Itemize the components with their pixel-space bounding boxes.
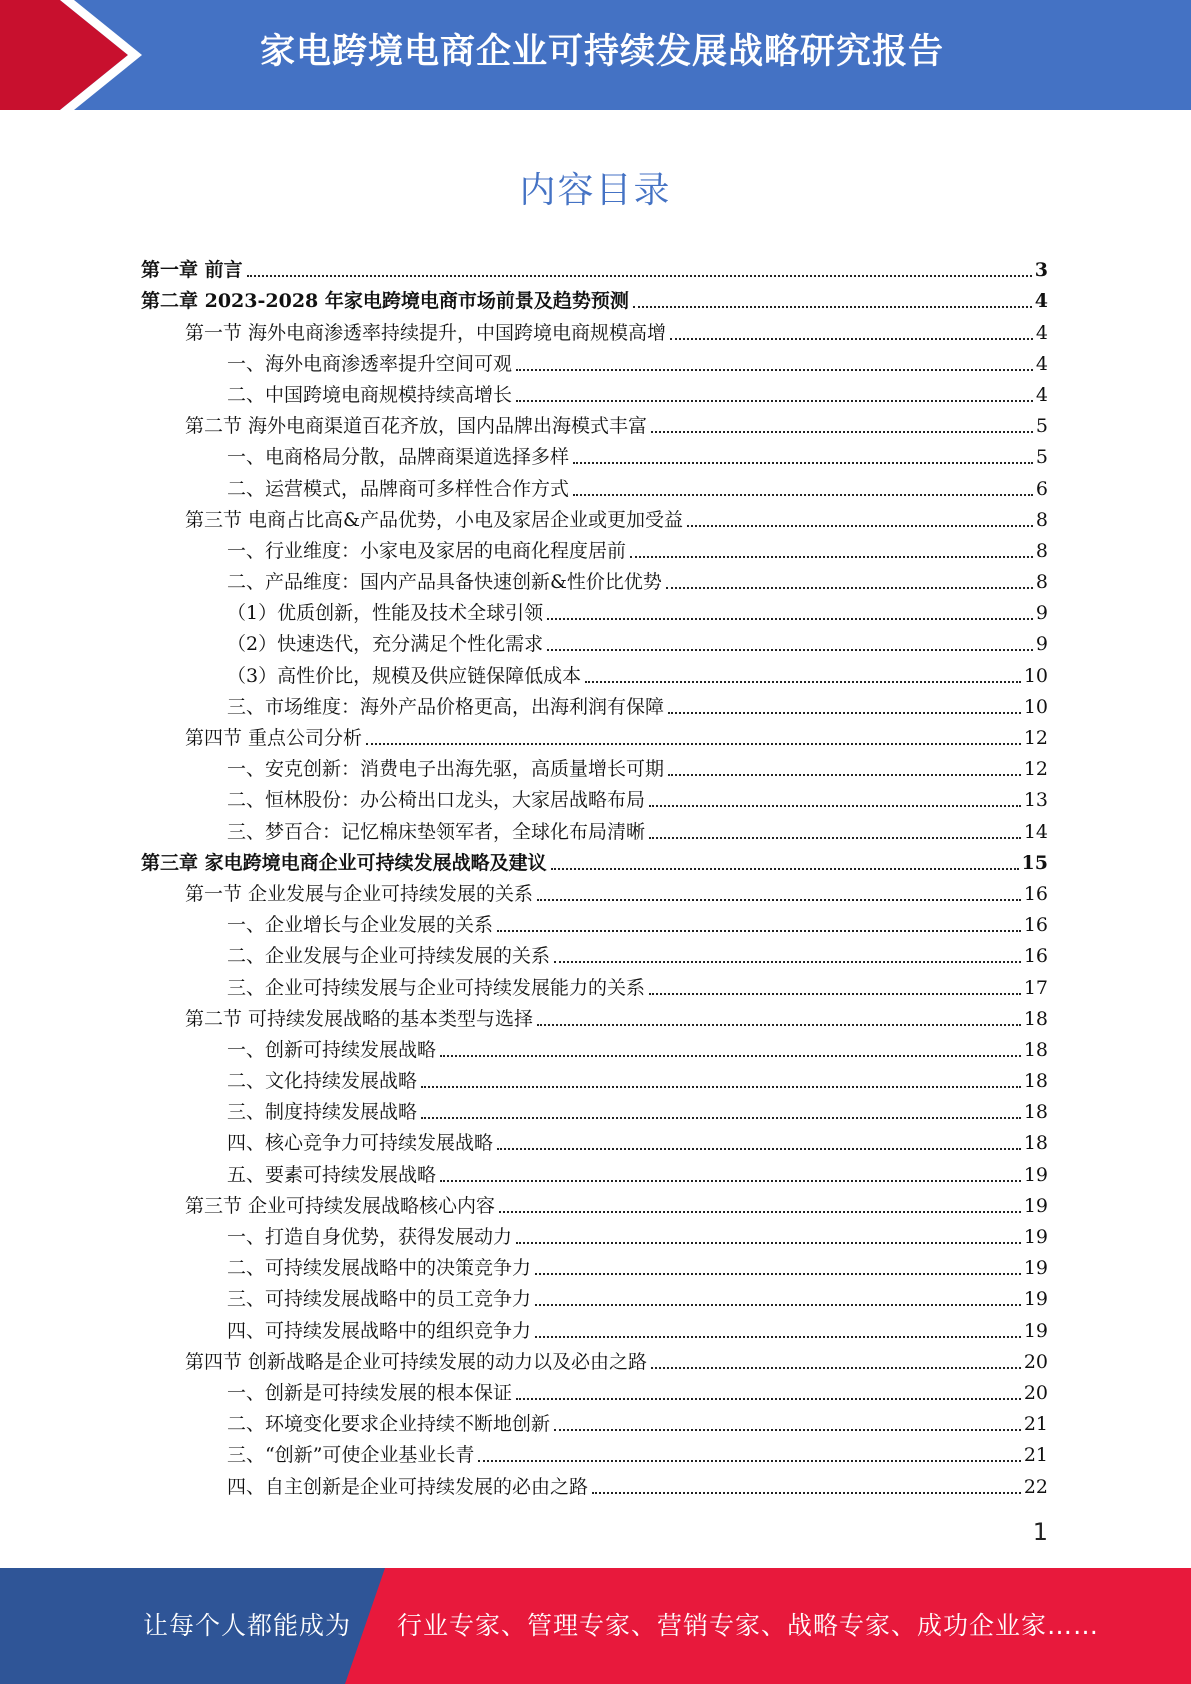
toc-entry-page: 4 <box>1034 290 1048 313</box>
toc-entry-label: 二、可持续发展战略中的决策竞争力 <box>227 1257 532 1280</box>
toc-entry-label: 四、自主创新是企业可持续发展的必由之路 <box>227 1475 589 1498</box>
toc-entry[interactable] <box>141 1033 1048 1064</box>
toc-entry-label: 一、行业维度：小家电及家居的电商化程度居前 <box>227 539 627 562</box>
toc-entry-label: 三、市场维度：海外产品价格更高，出海利润有保障 <box>227 695 665 718</box>
toc-entry-label: 一、海外电商渗透率提升空间可观 <box>227 352 513 375</box>
toc-entry-page: 8 <box>1035 539 1048 562</box>
toc-entry[interactable] <box>141 721 1048 752</box>
toc-entry[interactable] <box>141 471 1048 502</box>
toc-dot-leader <box>537 1024 1021 1026</box>
toc-entry[interactable] <box>141 1064 1048 1095</box>
toc-entry[interactable] <box>141 347 1048 378</box>
toc-entry-page: 22 <box>1023 1475 1048 1498</box>
toc-entry[interactable] <box>141 378 1048 409</box>
toc-dot-leader <box>573 462 1033 464</box>
toc-entry-page: 6 <box>1035 477 1048 500</box>
toc-entry-page: 18 <box>1023 1101 1048 1124</box>
toc-entry[interactable] <box>141 846 1048 877</box>
toc-dot-leader <box>573 494 1033 496</box>
toc-entry-page: 4 <box>1035 352 1048 375</box>
toc-dot-leader <box>421 1117 1021 1119</box>
toc-dot-leader <box>516 369 1033 371</box>
toc-entry-page: 18 <box>1023 1132 1048 1155</box>
toc-entry[interactable] <box>141 1189 1048 1220</box>
toc-entry[interactable] <box>141 908 1048 939</box>
toc-entry-page: 5 <box>1035 415 1048 438</box>
chevron-arrow-icon <box>0 0 160 110</box>
toc-entry-label: 一、创新可持续发展战略 <box>227 1038 437 1061</box>
toc-dot-leader <box>630 556 1033 558</box>
toc-entry[interactable] <box>141 1407 1048 1438</box>
toc-entry[interactable] <box>141 409 1048 440</box>
toc-entry[interactable] <box>141 877 1048 908</box>
toc-entry-page: 5 <box>1035 446 1048 469</box>
toc-dot-leader <box>668 712 1021 714</box>
toc-entry-label: 第三节 电商占比高&产品优势，小电及家居企业或更加受益 <box>185 508 683 531</box>
toc-dot-leader <box>649 837 1021 839</box>
toc-dot-leader <box>499 1211 1021 1213</box>
toc-entry[interactable] <box>141 814 1048 845</box>
report-title: 家电跨境电商企业可持续发展战略研究报告 <box>260 32 945 72</box>
toc-entry-page: 12 <box>1023 727 1048 749</box>
toc-dot-leader <box>585 681 1021 683</box>
toc-entry[interactable] <box>141 1345 1048 1376</box>
toc-entry-page: 21 <box>1023 1444 1048 1467</box>
toc-entry[interactable] <box>141 1251 1048 1282</box>
toc-entry-page: 9 <box>1035 633 1048 656</box>
toc-dot-leader <box>478 1460 1020 1462</box>
toc-entry-page: 16 <box>1023 882 1048 905</box>
toc-entry-label: 一、创新是可持续发展的根本保证 <box>227 1381 513 1404</box>
toc-entry-page: 4 <box>1035 383 1048 406</box>
toc-entry-page: 18 <box>1023 1038 1048 1061</box>
toc-entry-label: （1）优质创新，性能及技术全球引领 <box>227 602 544 625</box>
toc-entry-page: 19 <box>1023 1163 1048 1186</box>
toc-entry-label: 第三章 家电跨境电商企业可持续发展战略及建议 <box>141 851 547 874</box>
toc-dot-leader <box>366 743 1021 745</box>
toc-entry-label: 第二章 2023-2028 年家电跨境电商市场前景及趋势预测 <box>141 290 629 313</box>
toc-entry-page: 8 <box>1035 571 1048 594</box>
toc-entry-page: 19 <box>1023 1226 1048 1248</box>
toc-entry-label: 一、打造自身优势，获得发展动力 <box>227 1226 513 1248</box>
toc-entry-page: 19 <box>1023 1194 1048 1217</box>
toc-entry-page: 12 <box>1023 758 1048 781</box>
toc-entry-label: 三、“创新”可使企业基业长青 <box>227 1444 475 1467</box>
toc-entry[interactable] <box>141 1469 1048 1500</box>
toc-entry-page: 18 <box>1023 1070 1048 1093</box>
toc-dot-leader <box>247 275 1032 277</box>
toc-dot-leader <box>551 868 1019 870</box>
toc-entry[interactable] <box>141 440 1048 471</box>
toc-dot-leader <box>554 961 1021 963</box>
toc-entry-label: （2）快速迭代，充分满足个性化需求 <box>227 633 544 656</box>
toc-entry[interactable] <box>141 1282 1048 1313</box>
toc-dot-leader <box>666 587 1033 589</box>
toc-entry-label: 第三节 企业可持续发展战略核心内容 <box>185 1194 496 1217</box>
toc-dot-leader <box>649 805 1021 807</box>
toc-dot-leader <box>547 649 1033 651</box>
toc-dot-leader <box>516 1398 1021 1400</box>
toc-dot-leader <box>651 431 1033 433</box>
toc-entry[interactable] <box>141 690 1048 721</box>
toc-dot-leader <box>633 306 1032 308</box>
toc-entry-label: 一、企业增长与企业发展的关系 <box>227 914 494 937</box>
toc-entry[interactable] <box>141 1126 1048 1157</box>
toc-entry-page: 19 <box>1023 1319 1048 1342</box>
toc-dot-leader <box>421 1086 1021 1088</box>
toc-entry-label: 第二节 可持续发展战略的基本类型与选择 <box>185 1007 534 1030</box>
toc-entry-page: 19 <box>1023 1257 1048 1280</box>
toc-dot-leader <box>649 993 1021 995</box>
toc-entry-page: 9 <box>1035 602 1048 625</box>
toc-entry[interactable] <box>141 1095 1048 1126</box>
toc-dot-leader <box>554 1429 1021 1431</box>
toc-entry-label: 一、安克创新：消费电子出海先驱，高质量增长可期 <box>227 758 665 781</box>
toc-entry-label: 三、制度持续发展战略 <box>227 1101 418 1124</box>
toc-entry-page: 15 <box>1021 851 1048 874</box>
toc-entry[interactable] <box>141 1438 1048 1469</box>
toc-entry[interactable] <box>141 1002 1048 1033</box>
toc-dot-leader <box>670 338 1033 340</box>
toc-entry-page: 3 <box>1034 259 1048 282</box>
toc-entry-label: 二、产品维度：国内产品具备快速创新&性价比优势 <box>227 571 662 594</box>
toc-entry-label: 四、核心竞争力可持续发展战略 <box>227 1132 494 1155</box>
toc-title: 内容目录 <box>519 170 672 211</box>
toc-entry[interactable] <box>141 658 1048 689</box>
toc-entry[interactable] <box>141 534 1048 565</box>
toc-entry-page: 21 <box>1023 1413 1048 1436</box>
toc-entry-page: 20 <box>1023 1381 1048 1404</box>
toc-entry-label: 三、可持续发展战略中的员工竞争力 <box>227 1288 532 1311</box>
toc-dot-leader <box>516 400 1033 402</box>
toc-entry-page: 8 <box>1035 508 1048 531</box>
table-of-contents <box>141 253 1048 1501</box>
toc-entry-page: 13 <box>1023 789 1048 812</box>
toc-entry-label: 二、环境变化要求企业持续不断地创新 <box>227 1413 551 1436</box>
toc-entry-label: 二、恒林股份：办公椅出口龙头，大家居战略布局 <box>227 789 646 812</box>
toc-entry[interactable] <box>141 596 1048 627</box>
toc-entry[interactable] <box>141 1313 1048 1344</box>
toc-entry-label: 二、中国跨境电商规模持续高增长 <box>227 383 513 406</box>
toc-entry[interactable] <box>141 253 1048 284</box>
toc-entry-page: 20 <box>1023 1350 1048 1373</box>
toc-entry-label: 第一章 前言 <box>141 259 243 282</box>
toc-dot-leader <box>547 618 1033 620</box>
footer-band <box>0 1568 1191 1684</box>
toc-dot-leader <box>535 1273 1021 1275</box>
toc-dot-leader <box>516 1242 1021 1244</box>
toc-entry-label: 第一节 海外电商渗透率持续提升，中国跨境电商规模高增 <box>185 321 667 344</box>
arrow-red-shape <box>0 0 128 110</box>
toc-entry-page: 14 <box>1023 820 1048 843</box>
toc-entry[interactable] <box>141 627 1048 658</box>
toc-entry-label: 第二节 海外电商渠道百花齐放，国内品牌出海模式丰富 <box>185 415 648 438</box>
toc-dot-leader <box>440 1055 1021 1057</box>
toc-entry[interactable] <box>141 1220 1048 1251</box>
toc-entry-label: （3）高性价比，规模及供应链保障低成本 <box>227 664 582 687</box>
toc-entry-label: 第四节 创新战略是企业可持续发展的动力以及必由之路 <box>185 1350 648 1373</box>
toc-entry-page: 10 <box>1023 695 1048 718</box>
toc-entry-page: 10 <box>1023 664 1048 687</box>
toc-entry-label: 二、企业发展与企业可持续发展的关系 <box>227 945 551 968</box>
toc-entry-label: 一、电商格局分散，品牌商渠道选择多样 <box>227 446 570 469</box>
toc-entry-page: 18 <box>1023 1007 1048 1030</box>
page-number: 1 <box>1032 1518 1048 1546</box>
toc-dot-leader <box>535 1304 1021 1306</box>
toc-entry-label: 三、梦百合：记忆棉床垫领军者，全球化布局清晰 <box>227 820 646 843</box>
footer-slogan-right: 行业专家、管理专家、营销专家、战略专家、成功企业家…… <box>397 1611 1100 1640</box>
toc-entry-label: 五、要素可持续发展战略 <box>227 1163 437 1186</box>
toc-entry-label: 第四节 重点公司分析 <box>185 727 363 749</box>
toc-entry[interactable] <box>141 284 1048 315</box>
toc-entry[interactable] <box>141 970 1048 1001</box>
toc-entry-label: 二、运营模式，品牌商可多样性合作方式 <box>227 477 570 500</box>
toc-entry-page: 16 <box>1023 945 1048 968</box>
toc-entry[interactable] <box>141 939 1048 970</box>
toc-entry-label: 三、企业可持续发展与企业可持续发展能力的关系 <box>227 976 646 999</box>
toc-entry-label: 第一节 企业发展与企业可持续发展的关系 <box>185 882 534 905</box>
toc-dot-leader <box>497 930 1021 932</box>
toc-entry[interactable] <box>141 565 1048 596</box>
toc-entry[interactable] <box>141 503 1048 534</box>
toc-dot-leader <box>537 899 1021 901</box>
toc-dot-leader <box>497 1148 1021 1150</box>
toc-entry[interactable] <box>141 1376 1048 1407</box>
toc-entry[interactable] <box>141 1157 1048 1188</box>
toc-entry[interactable] <box>141 315 1048 346</box>
report-header-band <box>0 0 1191 110</box>
toc-dot-leader <box>440 1180 1021 1182</box>
toc-entry-page: 17 <box>1023 976 1048 999</box>
toc-entry-page: 4 <box>1035 321 1048 344</box>
toc-entry[interactable] <box>141 783 1048 814</box>
toc-dot-leader <box>535 1336 1021 1338</box>
toc-entry-label: 四、可持续发展战略中的组织竞争力 <box>227 1319 532 1342</box>
toc-entry[interactable] <box>141 752 1048 783</box>
toc-dot-leader <box>651 1367 1021 1369</box>
toc-dot-leader <box>592 1492 1021 1494</box>
toc-entry-page: 19 <box>1023 1288 1048 1311</box>
toc-entry-label: 二、文化持续发展战略 <box>227 1070 418 1093</box>
footer-slogan-left: 让每个人都能成为 <box>143 1611 352 1640</box>
toc-entry-page: 16 <box>1023 914 1048 937</box>
toc-dot-leader <box>687 525 1033 527</box>
toc-dot-leader <box>668 774 1021 776</box>
